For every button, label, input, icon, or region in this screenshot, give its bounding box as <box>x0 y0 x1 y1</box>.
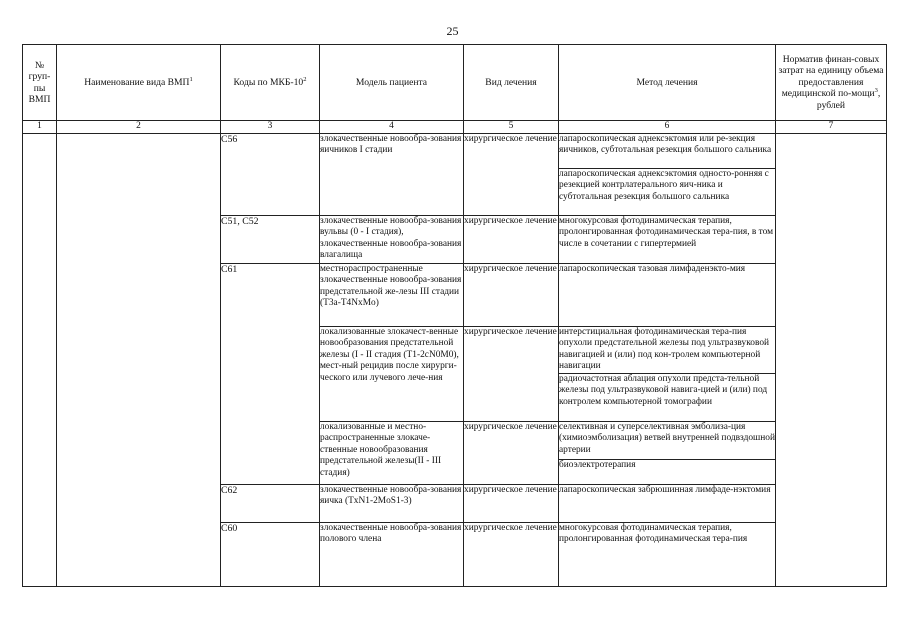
column-number-row <box>23 121 887 134</box>
column-number: 6 <box>559 121 776 134</box>
header-treatment-method: Метод лечения <box>559 45 776 121</box>
header-vmp-name: Наименование вида ВМП$^1$ <box>57 45 221 121</box>
treatment-type-cell: хирургическое лечение <box>464 216 559 264</box>
vmp-table <box>22 44 887 587</box>
column-number: 2 <box>57 121 221 134</box>
mkb-code-cell: C60 <box>221 523 320 587</box>
treatment-method-cell: биоэлектротерапия <box>559 460 776 485</box>
column-number: 3 <box>221 121 320 134</box>
column-number: 5 <box>464 121 559 134</box>
treatment-type-cell: хирургическое лечение <box>464 422 559 485</box>
cost-norm-cell <box>776 134 887 587</box>
patient-model-cell: злокачественные новообра-зования яичников I стадии <box>320 134 464 216</box>
treatment-method-cell: лапароскопическая аднексэктомия или ре-зекция яичников, субтотальная резекция большого сальника <box>559 134 776 169</box>
patient-model-cell: локализованные злокачест-венные новообразования предстательной железы (I - II стадия (T1-2cN0M0), мест-ный рецидив после хирурги-ческого или лучевого лече-ния <box>320 327 464 422</box>
treatment-method-cell: селективная и суперселективная эмболиза-ция (химиоэмболизация) ветвей внутренней подвздошной артерии <box>559 422 776 460</box>
patient-model-cell: злокачественные новообра-зования полового члена <box>320 523 464 587</box>
treatment-method-cell: лапароскопическая забрюшинная лимфаде-нэктомия <box>559 485 776 523</box>
patient-model-cell: локализованные и местно-распространенные злокаче-ственные новообразования предстательной железы(II - III стадия) <box>320 422 464 485</box>
table-header-row <box>23 45 887 121</box>
treatment-method-cell: интерстициальная фотодинамическая тера-пия опухоли предстательной железы под ультразвуковой навигацией и (или) под кон-тролем компьютерной навигации <box>559 327 776 374</box>
treatment-type-cell: хирургическое лечение <box>464 134 559 216</box>
mkb-code-cell: C62 <box>221 485 320 523</box>
column-number: 1 <box>23 121 57 134</box>
page-number: 25 <box>446 24 459 38</box>
treatment-type-cell: хирургическое лечение <box>464 485 559 523</box>
header-mkb-codes: Коды по МКБ-$10^2$ <box>221 45 320 121</box>
header-group-no: № груп-пы ВМП <box>23 45 57 121</box>
treatment-method-cell: лапароскопическая тазовая лимфаденэкто-мия <box>559 264 776 327</box>
header-patient-model: Модель пациента <box>320 45 464 121</box>
treatment-method-cell: радиочастотная аблация опухоли предста-тельной железы под ультразвуковой навига-цией и (или) под контролем компьютерной томографии <box>559 374 776 422</box>
header-treatment-type: Вид лечения <box>464 45 559 121</box>
group-no-cell <box>23 134 57 587</box>
column-number: 4 <box>320 121 464 134</box>
treatment-type-cell: хирургическое лечение <box>464 264 559 327</box>
mkb-code-cell: C61 <box>221 264 320 485</box>
patient-model-cell: злокачественные новообра-зования яичка (TxN1-2MoS1-3) <box>320 485 464 523</box>
patient-model-cell: злокачественные новообра-зования вульвы (0 - I стадия), злокачественные новообра-зования влагалища <box>320 216 464 264</box>
table-row <box>23 134 887 169</box>
patient-model-cell: местнораспространенные злокачественные новообра-зования предстательной же-лезы III стадии (T3a-T4NxMo) <box>320 264 464 327</box>
treatment-method-cell: многокурсовая фотодинамическая терапия, пролонгированная фотодинамическая тера-пия <box>559 523 776 587</box>
header-cost-norm: Норматив финан-совых затрат на единицу объема предоставления медицинской по-мощи$^3$, рублей <box>776 45 887 121</box>
treatment-type-cell: хирургическое лечение <box>464 327 559 422</box>
treatment-type-cell: хирургическое лечение <box>464 523 559 587</box>
column-number: 7 <box>776 121 887 134</box>
treatment-method-cell: многокурсовая фотодинамическая терапия, пролонгированная фотодинамическая тера-пия, в том числе в сочетании с гипертермией <box>559 216 776 264</box>
mkb-code-cell: C51, C52 <box>221 216 320 264</box>
mkb-code-cell: C56 <box>221 134 320 216</box>
treatment-method-cell: лапароскопическая аднексэктомия односто-ронняя с резекцией контрлатерального яич-ника и субтотальная резекция большого сальника <box>559 169 776 216</box>
vmp-name-cell <box>57 134 221 587</box>
